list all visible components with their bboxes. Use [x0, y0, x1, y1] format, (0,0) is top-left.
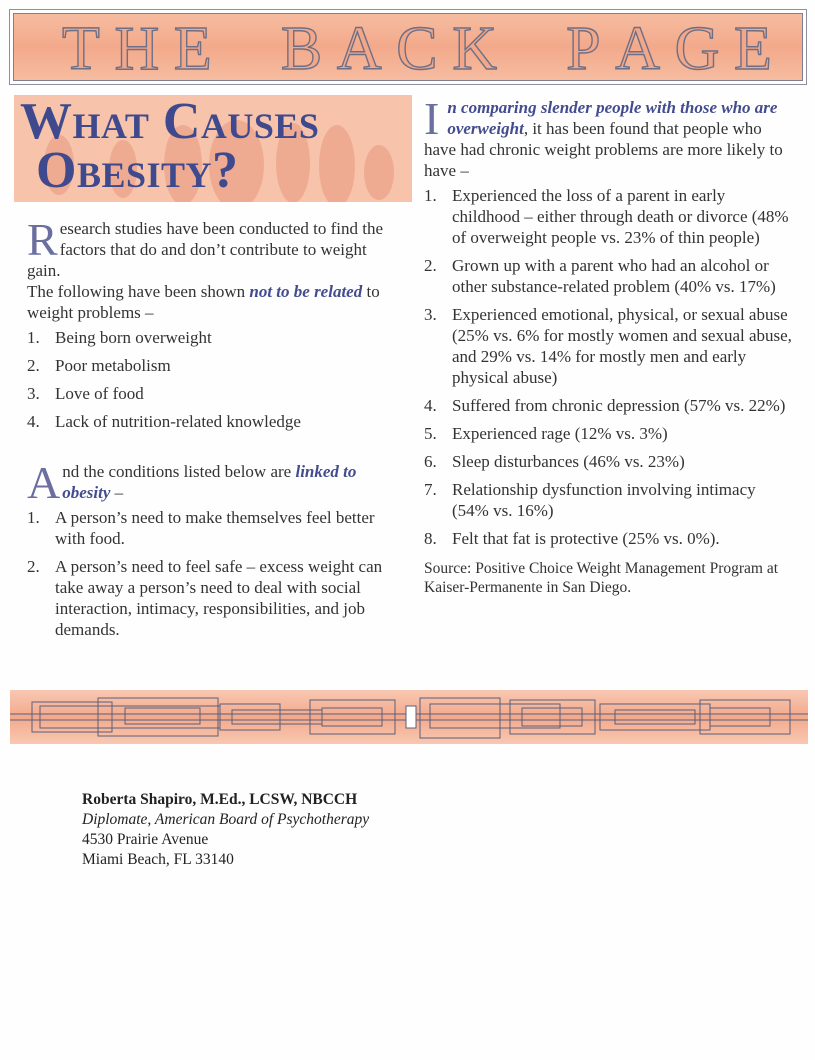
item-number: 4.	[424, 396, 437, 415]
headline-line: What Causes	[20, 95, 320, 150]
item-number: 1.	[27, 328, 40, 347]
item-text: Relationship dysfunction involving intimacy (54% vs. 16%)	[452, 480, 756, 520]
list-item	[424, 479, 794, 521]
article-headline	[20, 95, 320, 199]
item-number: 8.	[424, 529, 437, 548]
banner-letter: G	[674, 15, 720, 83]
headline-line: Obesity?	[36, 142, 239, 199]
item-number: 6.	[424, 452, 437, 471]
item-number: 5.	[424, 424, 437, 443]
item-number: 1.	[27, 508, 40, 527]
item-text: Experienced the loss of a parent in early childhood – either through death or divorce (48% of overweight people vs. 23% of thin people)	[452, 186, 789, 247]
headline-box	[14, 95, 412, 202]
list-item	[27, 411, 402, 432]
drop-cap: R	[27, 214, 58, 265]
banner-letter: A	[336, 15, 382, 83]
street-address: 4530 Prairie Avenue	[82, 831, 209, 848]
city-state-zip: Miami Beach, FL 33140	[82, 851, 234, 868]
banner-letter: T	[62, 15, 100, 83]
item-number: 2.	[27, 356, 40, 375]
banner-letter: E	[733, 15, 772, 83]
banner-letter: H	[114, 15, 160, 83]
banner-letter: C	[396, 15, 438, 83]
item-number: 3.	[424, 305, 437, 324]
comparison-suffix: , it has been found that people who have had chronic weight problems are more likely to have –	[424, 119, 783, 180]
not-related-paragraph	[27, 281, 402, 323]
list-item	[27, 556, 402, 640]
decorative-oval	[364, 145, 394, 200]
item-text: Love of food	[55, 384, 144, 403]
list-item	[424, 528, 794, 549]
list-item	[424, 255, 794, 297]
not-related-emphasis: not to be related	[249, 282, 363, 301]
linked-prefix: nd the conditions listed below are	[62, 462, 296, 481]
item-text: Poor metabolism	[55, 356, 171, 375]
item-text: Felt that fat is protective (25% vs. 0%).	[452, 529, 720, 548]
banner-title	[14, 16, 802, 82]
list-item	[27, 355, 402, 376]
intro-text: esearch studies have been conducted to find the factors that do and don’t contribute to weight gain.	[27, 219, 384, 280]
list-item	[27, 507, 402, 549]
banner-letter: E	[173, 15, 212, 83]
item-text: A person’s need to feel safe – excess weight can take away a person’s need to deal with social interaction, intimacy, responsibilities, and job demands.	[55, 557, 383, 639]
source-citation: Source: Positive Choice Weight Management Program at Kaiser-Permanente in San Diego.	[424, 560, 779, 596]
banner-letter: A	[615, 15, 661, 83]
item-text: Experienced emotional, physical, or sexual abuse (25% vs. 6% for mostly women and sexual abuse, and 29% vs. 14% for mostly men and early physical abuse)	[452, 305, 792, 387]
divider-pattern	[10, 690, 808, 744]
header-banner	[9, 9, 807, 85]
author-address-block	[82, 790, 369, 870]
item-text: A person’s need to make themselves feel better with food.	[55, 508, 375, 548]
author-credential: Diplomate, American Board of Psychotherapy	[82, 811, 370, 828]
list-item	[27, 383, 402, 404]
list-item	[27, 327, 402, 348]
list-item	[424, 423, 794, 444]
list-item	[424, 304, 794, 388]
decorative-oval	[319, 125, 355, 202]
banner-letter: K	[452, 15, 497, 83]
not-related-suffix: to weight problems –	[27, 282, 380, 322]
item-text: Grown up with a parent who had an alcohol or other substance-related problem (40% vs. 17%)	[452, 256, 776, 296]
risk-factor-list	[424, 185, 794, 549]
item-text: Suffered from chronic depression (57% vs. 22%)	[452, 396, 786, 415]
right-column	[424, 93, 794, 597]
author-name: Roberta Shapiro, M.Ed., LCSW, NBCCH	[82, 791, 358, 808]
list-item	[424, 451, 794, 472]
linked-emphasis: linked to obesity	[62, 462, 357, 502]
item-text: Lack of nutrition-related knowledge	[55, 412, 301, 431]
not-related-list	[27, 327, 402, 432]
intro-paragraph	[27, 214, 402, 281]
item-number: 4.	[27, 412, 40, 431]
comparison-intro	[424, 93, 794, 181]
left-column	[27, 214, 402, 647]
item-number: 2.	[424, 256, 437, 275]
linked-list	[27, 507, 402, 640]
banner-background	[13, 13, 803, 81]
decorative-divider	[10, 690, 808, 744]
item-text: Experienced rage (12% vs. 3%)	[452, 424, 668, 443]
list-item	[424, 395, 794, 416]
item-text: Being born overweight	[55, 328, 212, 347]
item-text: Sleep disturbances (46% vs. 23%)	[452, 452, 685, 471]
drop-cap: I	[424, 93, 440, 144]
item-number: 3.	[27, 384, 40, 403]
item-number: 7.	[424, 480, 437, 499]
item-number: 2.	[27, 557, 40, 576]
banner-letter: P	[566, 15, 601, 83]
not-related-prefix: The following have been shown	[27, 282, 250, 301]
banner-letter: B	[280, 15, 323, 83]
comparison-emphasis: n comparing slender people with those who are overweight	[447, 98, 778, 138]
drop-cap: A	[27, 457, 61, 508]
list-item	[424, 185, 794, 248]
linked-paragraph	[27, 457, 402, 508]
linked-suffix: –	[110, 483, 124, 502]
item-number: 1.	[424, 186, 437, 205]
